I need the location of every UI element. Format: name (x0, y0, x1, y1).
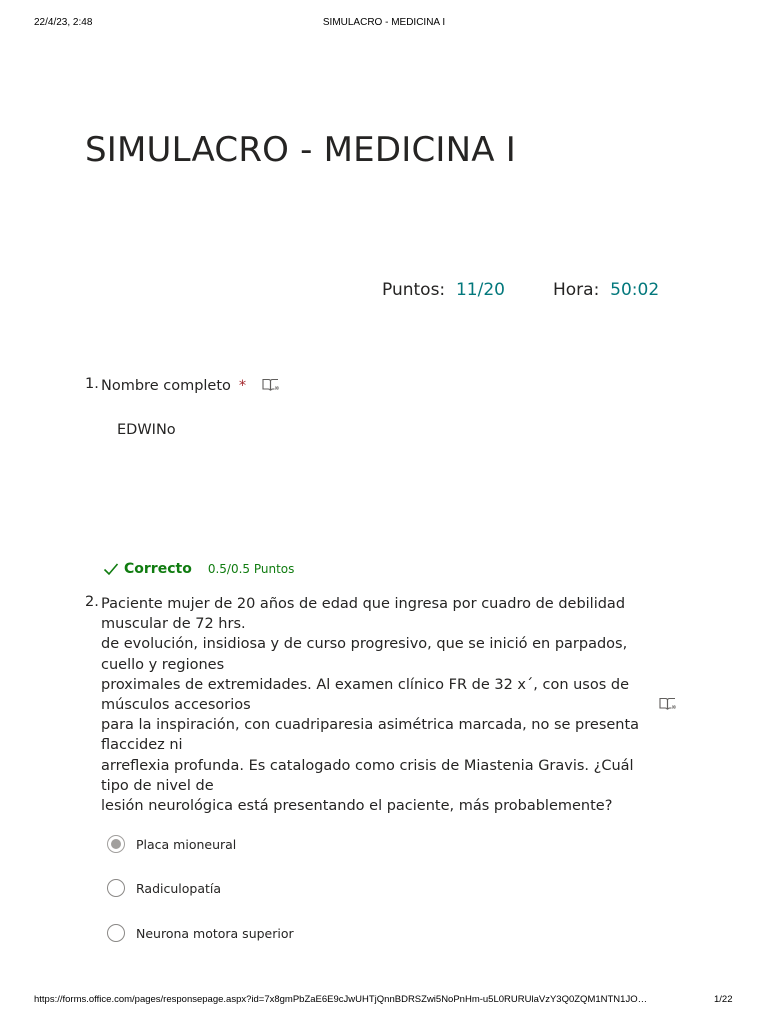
answer-text: EDWINo (117, 422, 176, 438)
time-stat (553, 280, 659, 300)
option-neurona-motora-superior[interactable] (107, 923, 294, 943)
points-value: 11/20 (455, 280, 505, 300)
immersive-reader-icon[interactable] (659, 697, 677, 711)
question-title-line: flaccidez ni (101, 737, 183, 754)
option-radiculopatia[interactable] (107, 878, 221, 898)
page-number: 1/22 (714, 994, 733, 1005)
question-title-line: de evolución, insidiosa y de curso progresivo, que se inició en parpados, (101, 636, 628, 653)
print-header (0, 17, 768, 31)
result-points: 0.5/0.5 Puntos (207, 562, 295, 576)
print-date: 22/4/23, 2:48 (34, 17, 93, 28)
question-title (101, 594, 641, 816)
radio-unselected[interactable] (107, 924, 125, 942)
question-title-line: arreflexia profunda. Es catalogado como crisis de Miastenia Gravis. ¿Cuál (101, 757, 634, 774)
question-title-line: músculos accesorios (101, 697, 251, 714)
question-title (101, 376, 246, 396)
time-label: Hora: (553, 280, 600, 300)
question-title-line: proximales de extremidades. Al examen clínico FR de 32 x´, con usos de (101, 676, 630, 693)
checkmark-icon (103, 562, 119, 576)
time-value: 50:02 (610, 280, 660, 300)
option-label: Neurona motora superior (136, 925, 294, 941)
question-title-line: muscular de 72 hrs. (101, 616, 246, 633)
form-title: SIMULACRO - MEDICINA I (85, 130, 516, 170)
result-badge (103, 559, 294, 579)
option-placa-mioneural[interactable] (107, 834, 236, 854)
result-label: Correcto (124, 561, 192, 577)
required-marker: * (238, 378, 247, 394)
print-title: SIMULACRO - MEDICINA I (322, 17, 446, 28)
option-label: Placa mioneural (136, 836, 237, 852)
immersive-reader-icon[interactable] (262, 378, 280, 392)
question-number: 1. (85, 376, 99, 392)
points-label: Puntos: (382, 280, 446, 300)
radio-unselected[interactable] (107, 879, 125, 897)
question-title-line: Paciente mujer de 20 años de edad que ingresa por cuadro de debilidad (101, 596, 626, 612)
question-title-text: Nombre completo (101, 378, 231, 394)
question-title-line: para la inspiración, con cuadriparesia asimétrica marcada, no se presenta (101, 717, 640, 734)
score-summary (382, 280, 660, 300)
page-url: https://forms.office.com/pages/responsepage.aspx?id=7x8gmPbZaE6E9cJwUHTjQnnBDRSZwi5NoPnHm-u5L0RURUlaVzY3Q0ZQM1NTN1JO… (34, 994, 648, 1005)
points-stat (382, 280, 505, 300)
question-title-line: lesión neurológica está presentando el paciente, más probablemente? (101, 798, 613, 815)
question-title-line: tipo de nivel de (101, 777, 214, 794)
radio-selected[interactable] (107, 835, 125, 853)
option-label: Radiculopatía (136, 880, 222, 896)
question-title-line: cuello y regiones (101, 656, 225, 673)
question-number: 2. (85, 594, 99, 610)
